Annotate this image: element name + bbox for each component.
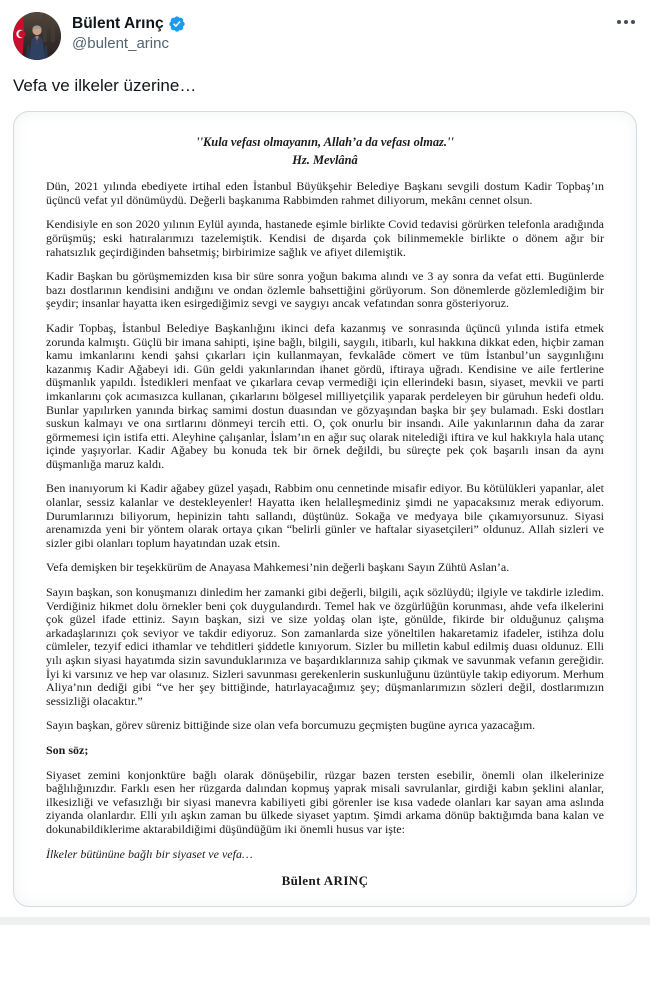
verified-badge-icon <box>168 15 186 33</box>
letter-paragraph-quote: ''Kula vefası olmayanın, Allah’a da vefası olmaz.'' <box>196 135 454 149</box>
more-options-icon <box>624 20 628 24</box>
letter-paragraph-body: Sayın başkan, son konuşmanızı dinledim her zamanki gibi değerli, bilgili, açık sözlüydü; ilgiyle ve takdirle izledim. Verdiğiniz hikmet dolu örnekler beni çok duygulandırdı. Temel hak ve özgürlüğün korunması, ahde vefa ilkelerini çok güzel ifade ettiniz. Sayın başkan, sizi ve size yoldaş olan işte, gönülde, fikirde bir olduğunuz çalışma arkadaşlarınızı çok seviyor ve takdir ediyoruz. Son zamanlarda size yöneltilen hakaretamiz ifadeler, istihza dolu cümleler, tezyif edici ithamlar ve tehditleri şiddetle kınıyorum. Sizler bu milletin kabul edilmiş duası oldunuz. Elli yılı aşkın siyasi hayatımda sizin savunduklarınıza ve başardıklarınıza sahip çıkmak ve savunmak vefanın gereğidir. İyi ki varsınız ve hep var olasınız. Sizleri savunması gerekenlerin suskunluğunu üzüntüyle takip ediyorum. Merhum Aliya’nın dediği gibi “ve her şey bittiğinde, hatırlayacağımız şey; düşmanlarımızın sözleri değil, dostlarımızın sessizliği olacaktır.” <box>46 585 604 708</box>
letter-paragraph-italic: İlkeler bütününe bağlı bir siyaset ve vefa… <box>46 846 253 861</box>
profile-photo-icon <box>13 12 61 60</box>
page-divider <box>0 917 650 925</box>
letter-content <box>46 136 604 888</box>
letter-paragraph-signature: Bülent ARINÇ <box>281 873 369 889</box>
more-options-icon <box>631 20 635 24</box>
letter-paragraph-attribution: Hz. Mevlânâ <box>292 152 358 167</box>
letter-paragraph-body: Kadir Topbaş, İstanbul Belediye Başkanlığını ikinci defa kazanmış ve sonrasında üçüncü yılında istifa etmek zorunda kalmıştı. Güçlü bir imana sahipti, işine bağlı, bilgili, saygılı, itibarlı, kul hakkına dikkat eden, hiçbir zaman kamu imkanlarını kendi şahsi çıkarları için kullanmayan, fevkalâde cömert ve tüm İstanbul’un saygınlığını kazanmış Kadir Ağabeyi idi. Gün geldi yakınlarından ihanet gördü, iftiraya uğradı. Kendisine ve aile fertlerine düşmanlık yapıldı. İstedikleri menfaat ve çıkarlara cevap vermediği için ellerindeki basın, siyaset, mevkii ve parti imkanlarını çok acımasızca kullanan, çıkarlarını bölgesel milliyetçilik yaparak perdeleyen bir güruhun hedefi oldu. Bunlar yapılırken yanında birkaç samimi dostun duasından ve gözyaşından başka bir şey bulamadı. Eski dostları suskun kalmayı ve ona sırtlarını dönmeyi tercih etti. O, çok onurlu bir insandı. Aile yakınlarının daha da zarar görmemesi için istifa etti. Aleyhine çalışanlar, İslam’ın en ağır suç olarak nitelediği iftira ve kul hakkıyla hala utanç içinde yaşıyorlar. Kadir Ağabey bu konuda tek bir örnek değildi, bu süreçte pek çok başarılı insan da aynı düşmanlığa maruz kaldı. <box>46 320 604 471</box>
more-options-button[interactable] <box>615 12 637 32</box>
avatar[interactable] <box>13 12 61 60</box>
letter-paragraph-body: Ben inanıyorum ki Kadir ağabey güzel yaşadı, Rabbim onu cennetinde misafir ediyor. Bu kötülükleri yapanlar, alet olanlar, sessiz kalanlar ve destekleyenler! Hayatta iken helalleşmediniz şimdi ne yapacaksınız merak ediyorum. Durumlarınızı biliyorum, hepinizin tahtı sallandı, düştünüz. Sokağa ve medyaya bile çıkamıyorsunuz. Siyasi arenamızda yeni bir yöntem olarak ortaya çıkan “belirli günler ve haftalar siyasetçileri” oldunuz. Allah sizleri ve sizler gibi olanları toplum hayatından uzak etsin. <box>46 481 604 550</box>
letter-paragraph-heading: Son söz; <box>46 742 89 757</box>
letter-paragraph-body: Vefa demişken bir teşekkürüm de Anayasa Mahkemesi’nin değerli başkanı Sayın Zühtü Aslan’a. <box>46 560 510 575</box>
letter-paragraph-body: Siyaset zemini konjonktüre bağlı olarak dönüşebilir, rüzgar bazen tersten esebilir, önemli olan ilkelerinize bağlılığınızdır. Farklı esen her rüzgarda dalından kopmuş yaprak misali savrulanlar, girdiği kabın şeklini alanlar, ilkesizliği ve vefasızlığı bir siyasi manevra kabiliyeti gibi görenler ise kısa vadede olanları kar sayan ama aslında ziyanda olanlardır. Elli yılı aşkın zaman bu ülkede siyaset yaptım. Şimdi arkama dönüp baktığımda bana kalan ve dokunabildiklerime aktarabildiğimi düşündüğüm iki önemli husus var işte: <box>46 767 604 836</box>
author-handle[interactable]: @bulent_arinc <box>72 35 169 52</box>
letter-paragraph-body: Kadir Başkan bu görüşmemizden kısa bir süre sonra yoğun bakıma alındı ve 3 ay sonra da vefat etti. Bugünlerde bazı dostlarının kendisini andığını ve ondan özlemle bahsettiğini görüyorum. Son dönemlerde gözlemlediğim bir şeydir; insanlar hayatta iken esirgediğimiz sevgi ve saygıyı ancak vefatından sonra gösteriyoruz. <box>46 269 604 311</box>
tweet-header <box>13 12 637 60</box>
author-name-row <box>72 14 615 34</box>
letter-paragraph-body: Sayın başkan, görev süreniz bittiğinde size olan vefa borcumuzu geçmişten bugüne ayrıca yazacağım. <box>46 718 536 733</box>
author-name[interactable]: Bülent Arınç <box>72 15 164 32</box>
letter-paragraph-body: Kendisiyle en son 2020 yılının Eylül ayında, hastanede eşimle birlikte Covid tedavisi görürken telefonla aradığında görüşmüş; eski hatıralarımızı tazelemiştik. Kendisi de dışarda çok bilinmemekle birlikte o dönem ağır bir rahatsızlık geçirdiğinden bahsetmiş; birbirimize sağlık ve afiyet dilemiştik. <box>46 217 604 259</box>
author-block <box>72 12 615 54</box>
letter-image-card[interactable] <box>13 111 637 907</box>
more-options-icon <box>617 20 621 24</box>
tweet-text: Vefa ve ilkeler üzerine… <box>13 76 197 95</box>
letter-paragraph-body: Dün, 2021 yılında ebediyete irtihal eden İstanbul Büyükşehir Belediye Başkanı sevgili dostum Kadir Topbaş’ın üçüncü vefat yıl dönümüydü. Değerli başkanıma Rabbimden rahmet diliyorum, mekânı cennet olsun. <box>46 179 604 207</box>
